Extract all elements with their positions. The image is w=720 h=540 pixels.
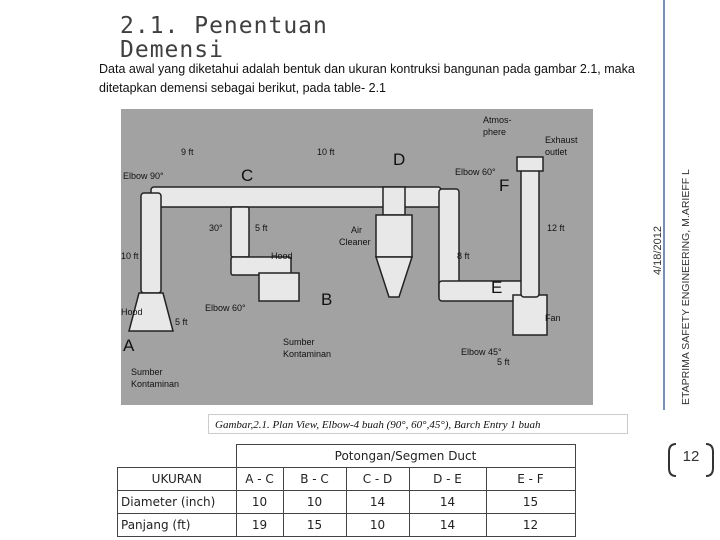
table-cell: 10: [236, 491, 283, 514]
table-cell: 15: [486, 491, 575, 514]
label-9ft: 9 ft: [181, 147, 194, 157]
point-B: B: [321, 290, 333, 309]
table-cell: 19: [236, 514, 283, 537]
table-row-label: Diameter (inch): [118, 491, 237, 514]
table-row: [118, 491, 576, 514]
hood-mid: [259, 273, 299, 301]
point-A: A: [123, 336, 135, 355]
dimension-table: [117, 444, 576, 537]
label-30deg: 30°: [209, 223, 223, 233]
table-column-header: C - D: [346, 468, 409, 491]
label-hood-mid: Hood: [271, 251, 293, 261]
label-elbow60-left: Elbow 60°: [205, 303, 246, 313]
point-F: F: [499, 176, 510, 195]
label-elbow60-right: Elbow 60°: [455, 167, 496, 177]
label-air: Air: [351, 225, 362, 235]
side-date: 4/18/2012: [652, 226, 664, 275]
label-cleaner: Cleaner: [339, 237, 371, 247]
label-elbow90: Elbow 90°: [123, 171, 164, 181]
table-row: [118, 514, 576, 537]
label-atmos2: phere: [483, 127, 507, 137]
point-E: E: [491, 278, 503, 297]
table-row-header-label: UKURAN: [118, 468, 237, 491]
table-column-header: B - C: [283, 468, 346, 491]
intro-paragraph: Data awal yang diketahui adalah bentuk dan ukuran kontruksi bangunan pada gambar 2.1, maka ditetapkan demensi sebagai berikut, pada table- 2.1: [99, 62, 635, 95]
table-corner: [118, 445, 237, 468]
label-5ft-mid: 5 ft: [255, 223, 268, 233]
table-cell: 10: [283, 491, 346, 514]
label-fan: Fan: [545, 313, 561, 323]
table-cell: 14: [409, 491, 486, 514]
table-header-row: [118, 468, 576, 491]
label-atmos1: Atmos-: [483, 115, 512, 125]
side-author: ETAPRIMA SAFETY ENGINEERING, M.ARIEFF L: [680, 169, 692, 405]
slide-title: 2.1. Penentuan Demensi: [120, 13, 328, 63]
label-sumber-left1: Sumber: [131, 367, 163, 377]
label-12ft: 12 ft: [547, 223, 565, 233]
label-exhaust1: Exhaust: [545, 135, 578, 145]
duct-e-f: [521, 169, 539, 297]
point-D: D: [393, 150, 406, 169]
side-divider: [663, 0, 665, 410]
table-group-row: [118, 445, 576, 468]
label-5ft-left: 5 ft: [175, 317, 188, 327]
table-cell: 14: [409, 514, 486, 537]
duct-left-vertical: [141, 193, 161, 293]
table-group-header: Potongan/Segmen Duct: [236, 445, 575, 468]
exhaust-outlet: [517, 157, 543, 171]
label-sumber-mid1: Sumber: [283, 337, 315, 347]
table-row-label: Panjang (ft): [118, 514, 237, 537]
duct-diagram: [121, 109, 593, 405]
label-8ft: 8 ft: [457, 251, 470, 261]
table-column-header: D - E: [409, 468, 486, 491]
table-cell: 15: [283, 514, 346, 537]
table-cell: 12: [486, 514, 575, 537]
label-10ft-left: 10 ft: [121, 251, 139, 261]
air-cleaner-body: [376, 215, 412, 257]
label-hood-left: Hood: [121, 307, 143, 317]
duct-to-cleaner: [383, 187, 405, 215]
label-exhaust2: outlet: [545, 147, 568, 157]
label-sumber-mid2: Kontaminan: [283, 349, 332, 359]
label-5ft-bottom: 5 ft: [497, 357, 510, 367]
side-footer: [652, 169, 693, 405]
label-elbow45: Elbow 45°: [461, 347, 502, 357]
plan-view-figure: [121, 109, 593, 405]
figure-caption: Gambar,2.1. Plan View, Elbow-4 buah (90°, 60°,45°), Barch Entry 1 buah: [208, 414, 628, 434]
label-sumber-left2: Kontaminan: [131, 379, 180, 389]
label-10ft-top: 10 ft: [317, 147, 335, 157]
table-column-header: E - F: [486, 468, 575, 491]
point-C: C: [241, 166, 254, 185]
table-column-header: A - C: [236, 468, 283, 491]
duct-branch: [231, 207, 249, 257]
table-cell: 10: [346, 514, 409, 537]
page-number-box: [666, 440, 716, 480]
table-cell: 14: [346, 491, 409, 514]
fan-box: [513, 295, 547, 335]
page-number: 12: [682, 448, 700, 465]
